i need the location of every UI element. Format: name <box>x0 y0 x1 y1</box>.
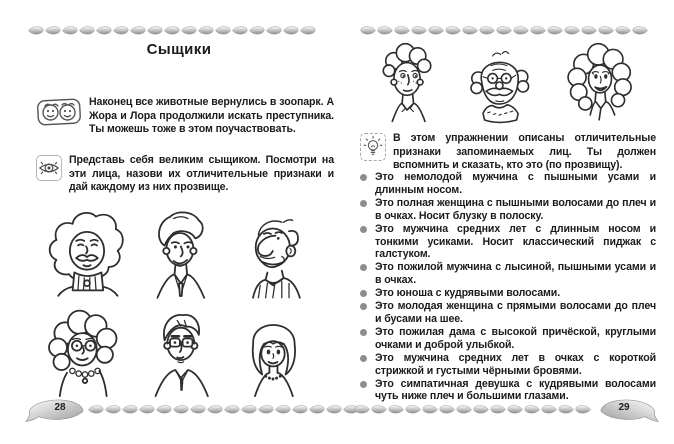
leaf-ornament <box>575 404 591 414</box>
bullet-icon <box>360 355 367 362</box>
intro-paragraph <box>36 96 334 137</box>
leaf-ornament <box>96 25 112 35</box>
leaf-ornament <box>422 404 438 414</box>
clue-text: Это полная женщина с пышными волосами до плеч и в очках. Носит блузку в полоску. <box>375 196 656 222</box>
leaf-ornament <box>405 404 421 414</box>
leaf-ornament <box>598 25 614 35</box>
leaf-ornament <box>164 25 180 35</box>
leaf-ornament <box>428 25 444 35</box>
task-paragraph <box>36 154 334 195</box>
leaf-ornament <box>147 25 163 35</box>
top-border-ornament <box>28 25 316 35</box>
leaf-ornament <box>181 25 197 35</box>
leaf-ornament <box>300 25 316 35</box>
leaf-ornament <box>530 25 546 35</box>
portrait-young-man-with-curly-hair <box>366 38 448 128</box>
leaf-ornament <box>326 404 342 414</box>
clue-text: Это симпатичная девушка с кудрявыми волосами чуть ниже плеч и большими глазами. <box>375 377 656 403</box>
leaf-ornament <box>113 25 129 35</box>
bullet-icon <box>360 290 367 297</box>
leaf-ornament <box>215 25 231 35</box>
page-number-label: 29 <box>618 402 630 413</box>
instruction-text: В этом упражнении описаны отличительные признаки запоминаемых лиц. Ты должен вспомнить и сказать, кто это (по прозвищу). <box>393 132 656 172</box>
light-bulb-icon <box>360 133 386 161</box>
leaf-ornament <box>258 404 274 414</box>
page-number-29 <box>598 398 660 422</box>
leaf-ornament <box>28 25 44 35</box>
leaf-ornament <box>564 25 580 35</box>
top-border-ornament <box>360 25 648 35</box>
leaf-ornament <box>249 25 265 35</box>
leaf-ornament <box>62 25 78 35</box>
portrait-man-with-glasses-and-short-hair <box>134 300 224 404</box>
portrait-bald-old-man-with-glasses-and-moustache <box>450 40 548 128</box>
two-animal-faces-icon <box>36 97 82 132</box>
clue-text: Это молодая женщина с прямыми волосами до плеч и бусами на шее. <box>375 300 656 325</box>
leaf-ornament <box>371 404 387 414</box>
page-number-label: 28 <box>54 402 66 413</box>
instruction-paragraph <box>360 132 656 173</box>
leaf-ornament <box>388 404 404 414</box>
page-number-28 <box>24 398 86 422</box>
clue-text: Это пожилая дама с высокой причёской, круглыми очками и доброй улыбкой. <box>375 325 656 351</box>
clue-text: Это мужчина средних лет с длинным носом и тонкими усиками. Носит классический пиджак с галстуком. <box>375 222 656 261</box>
portrait-young-man-with-swept-hair <box>134 206 224 305</box>
clue-item <box>360 171 656 197</box>
eye-icon <box>36 155 62 181</box>
leaf-ornament <box>456 404 472 414</box>
page-title: Сыщики <box>146 41 212 58</box>
leaf-ornament <box>139 404 155 414</box>
clue-text: Это пожилой мужчина с лысиной, пышными усами и в очках. <box>375 261 656 287</box>
leaf-ornament <box>507 404 523 414</box>
leaf-ornament <box>513 25 529 35</box>
clue-item <box>360 300 656 326</box>
leaf-ornament <box>581 25 597 35</box>
leaf-ornament <box>558 404 574 414</box>
bullet-icon <box>360 329 367 336</box>
portrait-elderly-woman-with-fluffy-hair-and-glasses <box>40 300 130 404</box>
leaf-ornament <box>190 404 206 414</box>
clue-text: Это немолодой мужчина с пышными усами и длинным носом. <box>375 171 656 196</box>
leaf-ornament <box>275 404 291 414</box>
portrait-man-with-fluffy-hair-and-moustache <box>42 204 132 303</box>
leaf-ornament <box>377 25 393 35</box>
clue-list <box>360 171 656 403</box>
clue-item <box>360 223 656 262</box>
leaf-ornament <box>394 25 410 35</box>
clue-item <box>360 197 656 223</box>
leaf-ornament <box>292 404 308 414</box>
bullet-icon <box>360 264 367 271</box>
leaf-ornament <box>309 404 325 414</box>
leaf-ornament <box>45 25 61 35</box>
leaf-ornament <box>173 404 189 414</box>
leaf-ornament <box>79 25 95 35</box>
leaf-ornament <box>615 25 631 35</box>
leaf-ornament <box>541 404 557 414</box>
leaf-ornament <box>130 25 146 35</box>
leaf-ornament <box>241 404 257 414</box>
bullet-icon <box>360 200 367 207</box>
bullet-icon <box>360 174 367 181</box>
leaf-ornament <box>496 25 512 35</box>
leaf-ornament <box>462 25 478 35</box>
task-text: Представь себя великим сыщиком. Посмотри на эти лица, назови их отличительные признаки и дай каждому из них прозвище. <box>69 154 334 194</box>
leaf-ornament <box>88 404 104 414</box>
leaf-ornament <box>524 404 540 414</box>
leaf-ornament <box>122 404 138 414</box>
leaf-ornament <box>105 404 121 414</box>
leaf-ornament <box>360 25 376 35</box>
bullet-icon <box>360 226 367 233</box>
leaf-ornament <box>547 25 563 35</box>
leaf-ornament <box>232 25 248 35</box>
bottom-border-ornament <box>354 404 591 414</box>
clue-text: Это юноша с кудрявыми волосами. <box>375 287 561 300</box>
portrait-girl-with-bob-haircut <box>228 300 318 404</box>
leaf-ornament <box>479 25 495 35</box>
leaf-ornament <box>198 25 214 35</box>
leaf-ornament <box>473 404 489 414</box>
bullet-icon <box>360 303 367 310</box>
leaf-ornament <box>445 25 461 35</box>
page-28 <box>22 8 336 436</box>
leaf-ornament <box>283 25 299 35</box>
leaf-ornament <box>439 404 455 414</box>
leaf-ornament <box>411 25 427 35</box>
leaf-ornament <box>224 404 240 414</box>
portrait-young-woman-with-curly-hair <box>552 38 648 128</box>
bullet-icon <box>360 381 367 388</box>
clue-item <box>360 352 656 378</box>
leaf-ornament <box>156 404 172 414</box>
clue-text: Это мужчина средних лет в очках с короткой стрижкой и густыми чёрными бровями. <box>375 351 656 377</box>
bottom-border-ornament <box>88 404 359 414</box>
clue-item <box>360 261 656 287</box>
portrait-man-with-long-nose-and-thin-moustache <box>226 206 316 305</box>
clue-item <box>360 326 656 352</box>
leaf-ornament <box>632 25 648 35</box>
clue-item <box>360 287 656 300</box>
leaf-ornament <box>207 404 223 414</box>
page-29 <box>352 8 664 436</box>
leaf-ornament <box>490 404 506 414</box>
leaf-ornament <box>354 404 370 414</box>
intro-text: Наконец все животные вернулись в зоопарк. А Жора и Лора продолжили искать преступника. Ты можешь тоже в этом поучаствовать. <box>89 96 334 136</box>
leaf-ornament <box>266 25 282 35</box>
